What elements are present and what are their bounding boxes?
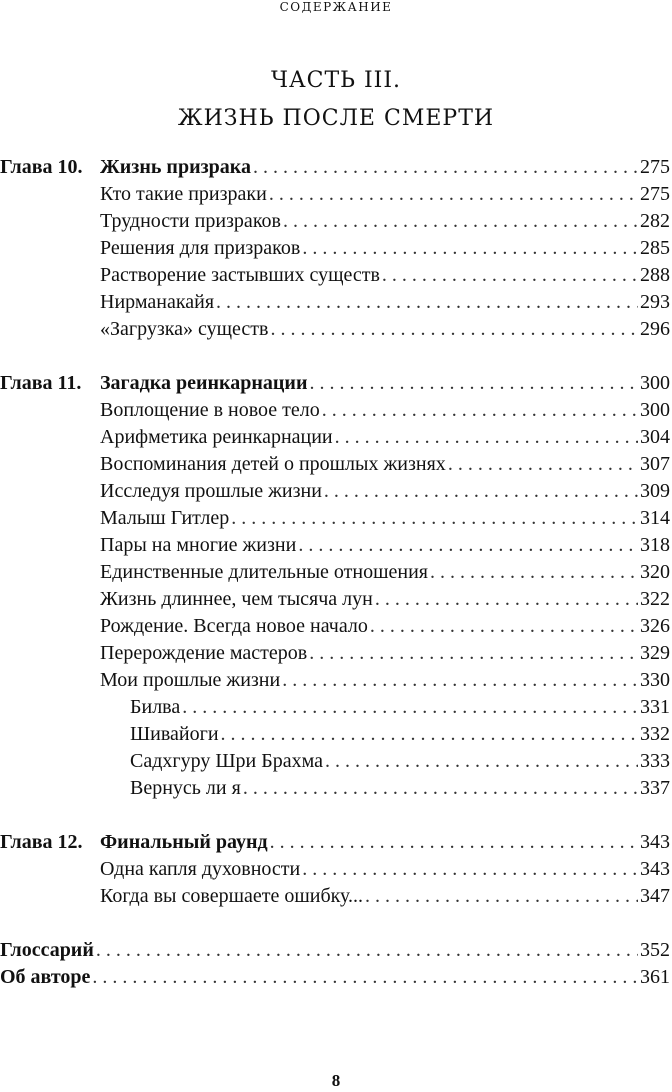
chapter-title: Финальный раунд <box>100 831 268 853</box>
section-title: Воспоминания детей о прошлых жизнях <box>100 453 446 475</box>
page-number: 352 <box>640 939 670 961</box>
toc-section-row[interactable] <box>0 316 670 343</box>
page-number: 304 <box>640 426 670 448</box>
dot-leader <box>448 451 638 478</box>
toc-chapter-row[interactable] <box>0 829 670 856</box>
folio-page-number: 8 <box>331 1071 341 1090</box>
toc-subsection-row[interactable] <box>0 694 670 721</box>
toc-section-row[interactable] <box>0 478 670 505</box>
chapter-10-group <box>0 154 670 343</box>
dot-leader <box>309 640 638 667</box>
section-title: Когда вы совершаете ошибку... <box>100 885 364 907</box>
dot-leader <box>270 316 638 343</box>
section-title: Единственные длительные отношения <box>100 561 428 583</box>
dot-leader <box>382 262 638 289</box>
page-number: 318 <box>640 534 670 556</box>
section-title: Малыш Гитлер <box>100 507 230 529</box>
dot-leader <box>221 721 638 748</box>
page-number: 333 <box>640 750 670 772</box>
section-title: Мои прошлые жизни <box>100 669 281 691</box>
page-number: 331 <box>640 696 670 718</box>
dot-leader <box>430 559 638 586</box>
subsection-title: Билва <box>130 696 181 718</box>
toc-section-row[interactable] <box>0 289 670 316</box>
toc-back-row[interactable] <box>0 937 670 964</box>
page-number: 275 <box>640 183 670 205</box>
dot-leader <box>365 883 638 910</box>
section-title: Растворение застывших существ <box>100 264 380 286</box>
page-number: 332 <box>640 723 670 745</box>
dot-leader <box>96 937 638 964</box>
page-number: 296 <box>640 318 670 340</box>
section-title: Арифметика реинкарнации <box>100 426 333 448</box>
page-number: 300 <box>640 399 670 421</box>
section-title: Одна капля духовности <box>100 858 301 880</box>
table-of-contents <box>0 154 670 991</box>
toc-section-row[interactable] <box>0 532 670 559</box>
chapter-12-group <box>0 829 670 910</box>
dot-leader <box>231 505 638 532</box>
page-number: 309 <box>640 480 670 502</box>
back-matter-group <box>0 937 670 991</box>
page-number: 314 <box>640 507 670 529</box>
page-number: 288 <box>640 264 670 286</box>
dot-leader <box>253 154 638 181</box>
dot-leader <box>243 775 638 802</box>
page-number: 326 <box>640 615 670 637</box>
dot-leader <box>370 613 638 640</box>
dot-leader <box>302 235 638 262</box>
toc-section-row[interactable] <box>0 640 670 667</box>
chapter-11-group <box>0 370 670 802</box>
dot-leader <box>322 397 638 424</box>
toc-section-row[interactable] <box>0 181 670 208</box>
chapter-label: Глава 11. <box>0 372 82 394</box>
toc-subsection-row[interactable] <box>0 748 670 775</box>
toc-chapter-row[interactable] <box>0 370 670 397</box>
toc-section-row[interactable] <box>0 667 670 694</box>
dot-leader <box>298 532 638 559</box>
chapter-label: Глава 10. <box>0 156 83 178</box>
page-number: 293 <box>640 291 670 313</box>
toc-section-row[interactable] <box>0 856 670 883</box>
toc-section-row[interactable] <box>0 586 670 613</box>
dot-leader <box>282 667 638 694</box>
running-title: СОДЕРЖАНИЕ <box>279 0 393 14</box>
chapter-title: Загадка реинкарнации <box>100 372 308 394</box>
page-number: 275 <box>640 156 670 178</box>
dot-leader <box>335 424 638 451</box>
section-title: Жизнь длиннее, чем тысяча лун <box>100 588 373 610</box>
chapter-title: Жизнь призрака <box>100 156 251 178</box>
section-title: Перерождение мастеров <box>100 642 308 664</box>
subsection-title: Шивайоги <box>130 723 219 745</box>
page-number: 285 <box>640 237 670 259</box>
toc-chapter-row[interactable] <box>0 154 670 181</box>
dot-leader <box>302 856 638 883</box>
toc-back-row[interactable] <box>0 964 670 991</box>
toc-section-row[interactable] <box>0 208 670 235</box>
page-number: 361 <box>640 966 670 988</box>
page-number: 282 <box>640 210 670 232</box>
page-number: 307 <box>640 453 670 475</box>
toc-section-row[interactable] <box>0 262 670 289</box>
section-title: Решения для призраков <box>100 237 301 259</box>
section-title: Рождение. Всегда новое начало <box>100 615 368 637</box>
dot-leader <box>283 208 638 235</box>
toc-section-row[interactable] <box>0 505 670 532</box>
toc-section-row[interactable] <box>0 559 670 586</box>
dot-leader <box>324 478 638 505</box>
dot-leader <box>375 586 638 613</box>
section-title: Пары на многие жизни <box>100 534 297 556</box>
page-number: 343 <box>640 858 670 880</box>
page-number: 343 <box>640 831 670 853</box>
toc-section-row[interactable] <box>0 235 670 262</box>
dot-leader <box>325 748 638 775</box>
toc-section-row[interactable] <box>0 451 670 478</box>
back-matter-title: Глоссарий <box>0 939 94 961</box>
part-number: ЧАСТЬ III. <box>270 68 402 93</box>
chapter-label: Глава 12. <box>0 831 83 853</box>
subsection-title: Садхгуру Шри Брахма <box>130 750 323 772</box>
section-title: Воплощение в новое тело <box>100 399 320 421</box>
toc-section-row[interactable] <box>0 397 670 424</box>
dot-leader <box>216 289 638 316</box>
section-title: Кто такие призраки <box>100 183 267 205</box>
dot-leader <box>270 829 638 856</box>
dot-leader <box>269 181 638 208</box>
back-matter-title: Об авторе <box>0 966 91 988</box>
section-title: Исследуя прошлые жизни <box>100 480 322 502</box>
page-number: 320 <box>640 561 670 583</box>
dot-leader <box>92 964 638 991</box>
part-title: ЖИЗНЬ ПОСЛЕ СМЕРТИ <box>177 106 495 131</box>
toc-section-row[interactable] <box>0 424 670 451</box>
toc-subsection-row[interactable] <box>0 721 670 748</box>
part-heading <box>0 62 672 138</box>
subsection-title: Вернусь ли я <box>130 777 241 799</box>
page-number: 300 <box>640 372 670 394</box>
dot-leader <box>309 370 638 397</box>
page-number: 337 <box>640 777 670 799</box>
section-title: Нирманакайя <box>100 291 215 313</box>
section-title: «Загрузка» существ <box>100 318 269 340</box>
page-number: 329 <box>640 642 670 664</box>
section-title: Трудности призраков <box>100 210 281 232</box>
page-number: 322 <box>640 588 670 610</box>
dot-leader <box>182 694 638 721</box>
page-number: 347 <box>640 885 670 907</box>
page-number: 330 <box>640 669 670 691</box>
toc-subsection-row[interactable] <box>0 775 670 802</box>
toc-section-row[interactable] <box>0 883 670 910</box>
toc-section-row[interactable] <box>0 613 670 640</box>
